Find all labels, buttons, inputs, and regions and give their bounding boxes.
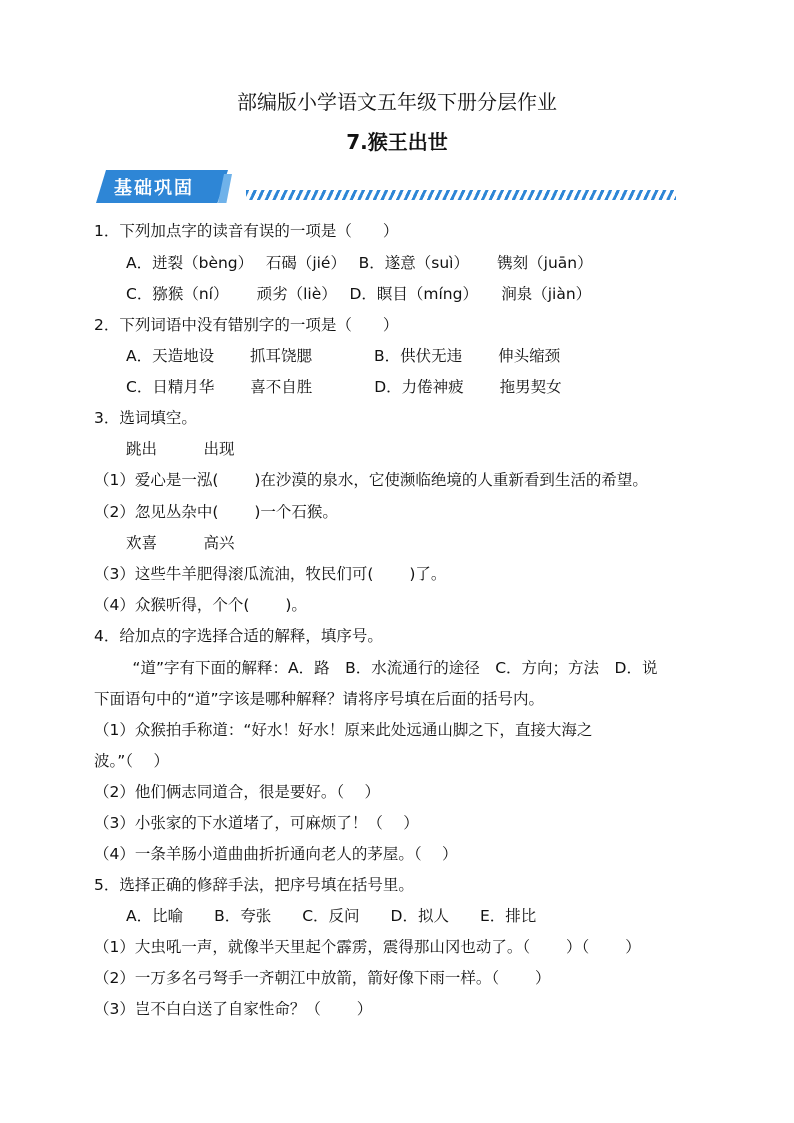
q3-stem: 3．选词填空。 <box>94 409 197 427</box>
q3-item-3: （3）这些牛羊肥得滚瓜流油，牧民们可( )了。 <box>94 565 447 583</box>
q2-stem: 2．下列词语中没有错别字的一项是（ ） <box>94 316 399 334</box>
q3-item-4: （4）众猴听得，个个( )。 <box>94 596 307 614</box>
q5-options: A．比喻 B．夸张 C．反问 D．拟人 E．排比 <box>126 907 537 925</box>
q3-item-2: （2）忽见丛杂中( )一个石猴。 <box>94 503 338 521</box>
q1-stem: 1．下列加点字的读音有误的一项是（ ） <box>94 222 399 240</box>
q5-item-1: （1）大虫吼一声，就像半天里起个霹雳，震得那山冈也动了。（ ）（ ） <box>94 938 641 956</box>
q5-item-3: （3）岂不白白送了自家性命？（ ） <box>94 1000 373 1018</box>
q4-instructions: 下面语句中的“道”字该是哪种解释？请将序号填在后面的括号内。 <box>94 690 545 708</box>
q5-stem: 5．选择正确的修辞手法，把序号填在括号里。 <box>94 876 414 894</box>
q4-item-1: （1）众猴拍手称道：“好水！好水！原来此处远通山脚之下，直接大海之 <box>94 721 593 739</box>
lesson-title: 7.猴王出世 <box>346 130 448 154</box>
section-banner <box>96 170 676 204</box>
banner-hatch-decoration <box>246 190 676 200</box>
q4-item-2: （2）他们俩志同道合，很是要好。（ ） <box>94 783 381 801</box>
q1-options-row1: A．迸裂（bèng） 石碣（jié） B．遂意（suì） 镌刻（juān） <box>126 254 593 272</box>
q1-options-row2: C．猕猴（ní） 顽劣（liè） D．瞑目（míng） 涧泉（jiàn） <box>126 285 592 303</box>
q4-item-4: （4）一条羊肠小道曲曲折折通向老人的茅屋。（ ） <box>94 845 458 863</box>
q4-definitions: “道”字有下面的解释：A．路 B．水流通行的途径 C．方向；方法 D．说 <box>112 659 658 677</box>
q2-options-row2: C．日精月华 喜不自胜 D．力倦神疲 拖男契女 <box>126 378 562 396</box>
q5-item-2: （2）一万多名弓弩手一齐朝江中放箭，箭好像下雨一样。（ ） <box>94 969 551 987</box>
section-label: 基础巩固 <box>114 178 194 199</box>
q4-stem: 4．给加点的字选择合适的解释，填序号。 <box>94 627 383 645</box>
q3-item-1: （1）爱心是一泓( )在沙漠的泉水，它使濒临绝境的人重新看到生活的希望。 <box>94 471 648 489</box>
q3-word-choices-2: 欢喜 高兴 <box>126 534 235 552</box>
q3-word-choices-1: 跳出 出现 <box>126 440 235 458</box>
q4-item-3: （3）小张家的下水道堵了，可麻烦了！（ ） <box>94 814 419 832</box>
q2-options-row1: A．天造地设 抓耳饶腮 B．供伏无违 伸头缩颈 <box>126 347 561 365</box>
q4-item-1-continued: 波。”（ ） <box>94 752 169 770</box>
document-title: 部编版小学语文五年级下册分层作业 <box>237 90 557 114</box>
